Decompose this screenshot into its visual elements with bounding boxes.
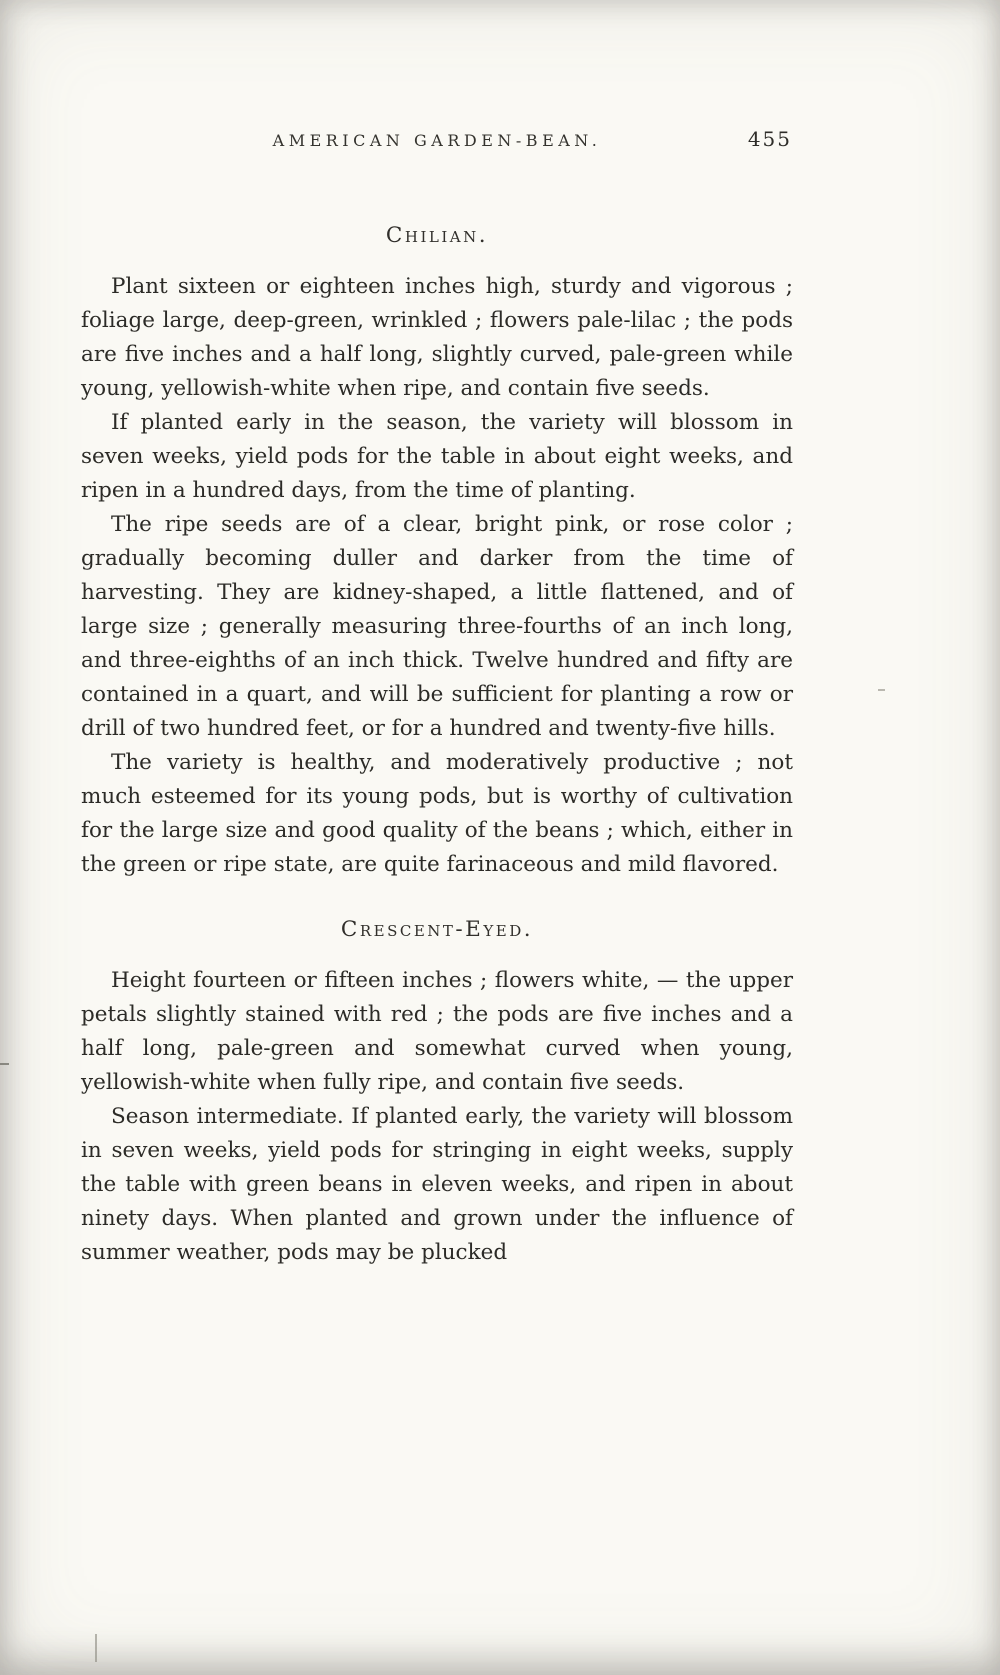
- paragraph-chilian-2: If planted early in the season, the variety will blossom in seven weeks, yield pods for the table in about eight weeks, and ripen in a hundred days, from the time of planting.: [81, 410, 793, 503]
- paragraph-chilian-4: The variety is healthy, and moderatively productive ; not much esteemed for its young pods, but is worthy of cultivation for the large size and good quality of the beans ; which, either in the green or ripe state, are quite farinaceous and mild flavored.: [81, 750, 793, 877]
- paragraph-crescent-eyed-1: Height fourteen or fifteen inches ; flowers white, — the upper petals slightly stained with red ; the pods are five inches and a half long, pale-green and somewhat curved when young, yellowish-white when fully ripe, and contain five seeds.: [81, 968, 793, 1095]
- scan-artifact-left-margin-dash: [0, 1063, 9, 1065]
- scan-artifact-bottom-line: [95, 1634, 97, 1662]
- running-head: [82, 127, 792, 151]
- text-block: [81, 219, 793, 1270]
- page-number: 455: [747, 127, 792, 151]
- section-heading-chilian: Chilian.: [385, 223, 489, 248]
- paragraph-chilian-3: The ripe seeds are of a clear, bright pink, or rose color ; gradually becoming duller and darker from the time of harvesting. They are kidney-shaped, a little flattened, and of large size ; generally measuring three-fourths of an inch long, and three-eighths of an inch thick. Twelve hundred and fifty are contained in a quart, and will be sufficient for planting a row or drill of two hundred feet, or for a hundred and twenty-five hills.: [81, 512, 793, 741]
- paragraph-crescent-eyed-2: Season intermediate. If planted early, the variety will blossom in seven weeks, yield pods for stringing in eight weeks, supply the table with green beans in eleven weeks, and ripen in about ninety days. When planted and grown under the influence of summer weather, pods may be plucked: [81, 1104, 793, 1265]
- scan-artifact-right-margin-tick: [878, 689, 885, 691]
- running-title: AMERICAN GARDEN-BEAN.: [272, 131, 602, 150]
- paragraph-chilian-1: Plant sixteen or eighteen inches high, sturdy and vigorous ; foliage large, deep-green, wrinkled ; flowers pale-lilac ; the pods are five inches and a half long, slightly curved, pale-green while young, yellowish-white when ripe, and contain five seeds.: [81, 274, 793, 401]
- section-heading-crescent-eyed: Crescent-Eyed.: [340, 917, 534, 942]
